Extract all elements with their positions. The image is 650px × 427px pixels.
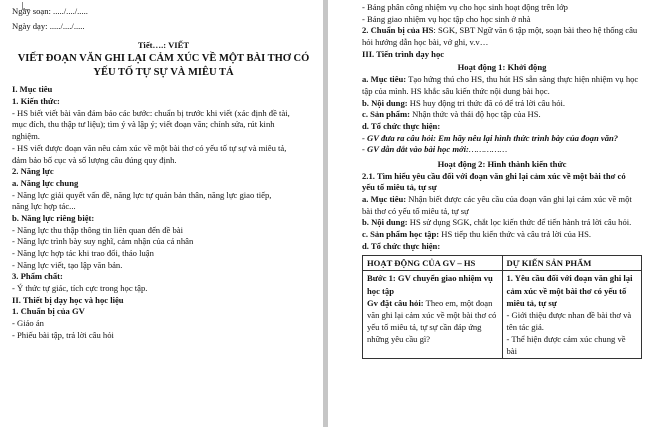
b-content (362, 98, 642, 110)
b2-content-label: b. Nội dung: (362, 217, 408, 228)
competence-general-1: - Năng lực giải quyết vấn đề, năng lực tự quản bản thân, năng lực giao tiếp, (12, 189, 272, 200)
date-plan: Ngày soạn: ...../..../..... (12, 6, 88, 16)
question-label: Gv đặt câu hỏi: (367, 297, 424, 308)
a-objective-label: a. Mục tiêu: (362, 74, 407, 85)
margin-corner-mark (22, 2, 30, 10)
d2-organize-label: d. Tổ chức thực hiện: (362, 240, 441, 251)
competence-general-heading: a. Năng lực chung (12, 177, 79, 188)
table-row (363, 271, 642, 358)
student-prep-2: hỏi hướng dẫn học bài, vở ghi, v.v… (362, 37, 489, 48)
knowledge-2b: đảm bảo bố cục và số lượng câu đúng quy định. (12, 154, 177, 165)
table-header-product: DỰ KIẾN SẢN PHẨM (502, 256, 642, 271)
knowledge-1b: mục đích, thu thập tư liệu); tìm ý và lập ý; viết đoạn văn; chỉnh sửa, rút kinh (12, 119, 275, 130)
b2-content (362, 217, 642, 229)
activity-table (362, 255, 642, 358)
table-header-row (363, 256, 642, 271)
lesson-title-line1: VIẾT ĐOẠN VĂN GHI LẠI CẢM XÚC VỀ MỘT BÀI THƠ CÓ (17, 53, 310, 65)
d-lead-in-text: - GV dẫn dắt vào bài học mới: (362, 144, 469, 155)
teacher-prep-4: - Bảng giao nhiệm vụ học tập cho học sinh ở nhà (362, 13, 531, 24)
competence-specific-4: - Năng lực viết, tạo lập văn bản. (12, 259, 123, 270)
section-process: III. Tiến trình dạy học (362, 48, 445, 59)
competence-specific-2: - Năng lực trình bày suy nghĩ, cảm nhận của cá nhân (12, 236, 194, 247)
a-objective (362, 74, 642, 86)
a2-objective-label: a. Mục tiêu: (362, 194, 407, 204)
a2-objective (362, 194, 642, 206)
student-prep-text: : SGK, SBT Ngữ văn 6 tập một, soạn bài theo hệ thống câu (433, 25, 638, 36)
a-objective-text: Tạo hứng thú cho HS, thu hút HS sẵn sàng thực hiện nhiệm vụ học (406, 74, 639, 85)
question-line2: văn ghi lại cảm xúc về một bài thơ có (367, 309, 497, 320)
question-line3: yếu tố miêu tả, tự sự cần đáp ứng (367, 321, 482, 332)
teacher-prep-3: - Bảng phân công nhiệm vụ cho học sinh hoạt động trên lớp (362, 2, 568, 12)
a2-objective-2: bài thơ có yếu tố miêu tả, tự sự (362, 205, 469, 216)
lesson-number: Tiết….: VIẾT (137, 40, 190, 51)
quality-1: - Ý thức tự giác, tích cực trong học tập. (12, 283, 148, 294)
student-prep-label: 2. Chuẩn bị của HS (362, 25, 434, 36)
c-product-text: Nhận thức và thái độ học tập của HS. (410, 109, 541, 120)
competence-specific-1: - Năng lực thu thập thông tin liên quan đến đề bài (12, 224, 184, 235)
knowledge-1a: - HS biết viết bài văn đảm bảo các bước: chuẩn bị trước khi viết (xác định đề tài, (12, 107, 290, 118)
section-objectives: I. Mục tiêu (12, 84, 53, 95)
b-content-text: HS huy động tri thức đã có để trả lời câu hỏi. (407, 97, 566, 108)
task-2-1-line2: yếu tố miêu tả, tự sự (362, 182, 437, 193)
a-objective-2: tập của mình. HS khắc sâu kiến thức nội dung bài học. (362, 85, 550, 96)
c2-product-label: c. Sản phẩm học tập: (362, 229, 440, 240)
c2-product (362, 229, 642, 241)
left-page (0, 0, 323, 427)
req-line4: - Giới thiệu được nhan đề bài thơ và (506, 309, 632, 320)
task-2-1-line1: 2.1. Tìm hiểu yêu cầu đối với đoạn văn ghi lại cảm xúc về một bài thơ có (362, 170, 626, 181)
question-text: Theo em, một đoạn (423, 297, 493, 308)
competence-specific-3: - Năng lực hợp tác khi trao đổi, thảo luận (12, 248, 154, 259)
section-qualities: 3. Phẩm chất: (12, 271, 63, 282)
knowledge-1c: nghiệm. (12, 131, 40, 142)
competence-specific-heading: b. Năng lực riêng biệt: (12, 212, 95, 223)
c-product-label: c. Sản phẩm: (362, 109, 410, 120)
req-line3: miêu tả, tự sự (506, 297, 557, 308)
step1-line1: Bước 1: GV chuyển giao nhiệm vụ (367, 273, 493, 284)
req-line2: cảm xúc về một bài thơ có yếu tố (506, 285, 627, 296)
b-content-label: b. Nội dung: (362, 97, 408, 108)
req-line1: 1. Yêu cầu đối với đoạn văn ghi lại (506, 273, 633, 284)
b2-content-text: HS sử dụng SGK, chắt lọc kiến thức để tiến hành trả lời câu hỏi. (407, 217, 632, 228)
c-product (362, 109, 642, 121)
question-line (367, 297, 498, 309)
right-page (328, 0, 650, 427)
d-lead-in (362, 144, 642, 156)
section-equipment: II. Thiết bị dạy học và học liệu (12, 294, 124, 305)
req-line6: - Thể hiện được cảm xúc chung về bài (506, 333, 626, 356)
competence-general-2: năng lực hợp tác... (12, 201, 76, 212)
date-teach: Ngày dạy: ...../..../..... (12, 20, 85, 31)
section-competence: 2. Năng lực (12, 166, 54, 177)
d-organize-label: d. Tổ chức thực hiện: (362, 120, 441, 131)
activity-2-heading: Hoạt động 2: Hình thành kiến thức (437, 158, 567, 169)
student-prep (362, 25, 642, 37)
c2-product-text: HS tiếp thu kiến thức và câu trả lời của HS. (439, 229, 592, 240)
table-cell-product (502, 271, 642, 358)
question-line4: những yêu cầu gì? (367, 333, 431, 344)
knowledge-2a: - HS viết được đoạn văn nêu cảm xúc về một bài thơ có yếu tố tự sự và miêu tả, (12, 142, 287, 153)
d-lead-in-dots: …………… (468, 144, 508, 155)
teacher-prep-2: - Phiếu bài tập, trả lời câu hỏi (12, 329, 114, 340)
teacher-prep-heading: 1. Chuẩn bị của GV (12, 306, 85, 317)
table-header-activity: HOẠT ĐỘNG CỦA GV – HS (363, 256, 503, 271)
d-question: - GV đưa ra câu hỏi: Em hãy nêu lại hình thức trình bày của đoạn văn? (362, 132, 619, 143)
req-line5: tên tác giả. (506, 321, 544, 332)
step1-line2: học tập (367, 285, 394, 296)
lesson-title-line2: YẾU TỐ TỰ SỰ VÀ MIÊU TẢ (93, 67, 234, 79)
activity-1-heading: Hoạt động 1: Khởi động (457, 62, 547, 73)
section-knowledge: 1. Kiến thức: (12, 96, 60, 107)
a2-objective-text: Nhận biết được các yêu cầu của đoạn văn ghi lại cảm xúc về một (406, 194, 632, 204)
table-cell-activity (363, 271, 503, 358)
teacher-prep-1: - Giáo án (12, 318, 44, 329)
